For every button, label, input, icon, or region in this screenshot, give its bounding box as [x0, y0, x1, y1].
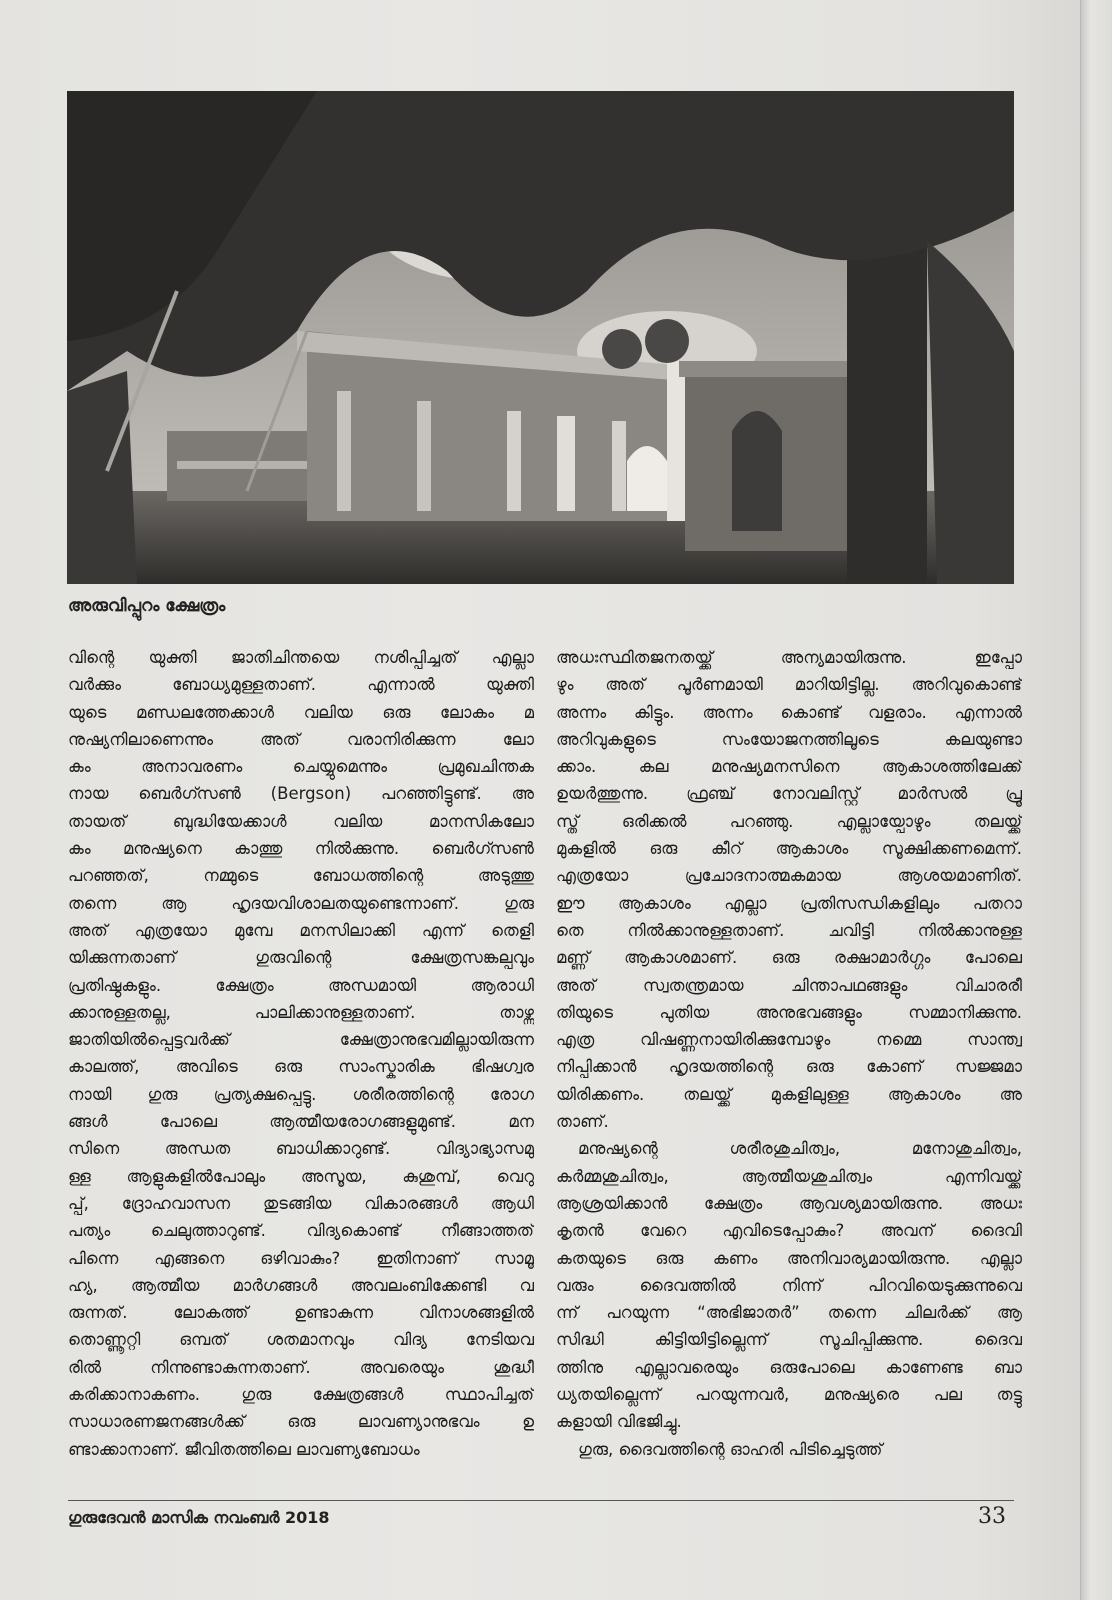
publication-footer: ഗുരുദേവൻ മാസിക നവംബർ 2018 [68, 1508, 330, 1527]
text-line: മുകളിൽ ഒരു കീറ് ആകാശം സൂക്ഷിക്കണമെന്ന്. [556, 839, 1022, 859]
text-line: സാധാരണജനങ്ങൾക്ക് ഒരു ലാവണ്യാനുഭവം ഉ [68, 1412, 534, 1432]
text-line: വിന്റെ യുക്തി ജാതിചിന്തയെ നശിപ്പിച്ചത് എല്ലാ [68, 648, 534, 667]
text-line: മണ്ണ് ആകാശമാണ്. ഒരു രക്ഷാമാർഗ്ഗം പോലെ [556, 948, 1022, 968]
text-line: ണ്ടാക്കാനാണ്. ജീവിതത്തിലെ ലാവണ്യബോധം [68, 1439, 420, 1459]
text-line: ഈ ആകാശം എല്ലാ പ്രതിസന്ധികളിലും പതറാ [556, 893, 1022, 913]
text-line: നിപ്പിക്കാൻ ഹൃദയത്തിന്റെ ഒരു കോണ് സജ്ജമാ [556, 1057, 1022, 1077]
text-line: സ്ത് ഒരിക്കൽ പറഞ്ഞു. എല്ലായ്പോഴും തലയ്ക്ക് [556, 811, 1022, 831]
article-column-left [68, 644, 534, 1463]
text-line: യിരിക്കണം. തലയ്ക്ക് മുകളിലുള്ള ആകാശം അ [556, 1084, 1022, 1104]
text-line: അധഃസ്ഥിതജനതയ്ക്ക് അന്യമായിരുന്നു. ഇപ്പോ [556, 648, 1022, 667]
text-line: പത്യം ചെലുത്താറുണ്ട്. വിദ്യകൊണ്ട് നീങ്ങാത്തത് [68, 1221, 534, 1241]
text-line: ജാതിയിൽപ്പെട്ടവർക്ക് ക്ഷേത്രാനുഭവമില്ലായിരുന്ന [68, 1030, 534, 1050]
page-edge [1080, 0, 1112, 1600]
photo-caption: അരുവിപ്പുറം ക്ഷേത്രം [68, 596, 226, 616]
text-line: ക്കാനുള്ളതല്ല, പാലിക്കാനുള്ളതാണ്. താഴ്ന്ന [68, 1002, 534, 1022]
text-line: തെ നിൽക്കാനുള്ളതാണ്. ചവിട്ടി നിൽക്കാനുള്ള [556, 920, 1022, 940]
text-line: കൃതൻ വേറെ എവിടെപ്പോകും? അവന് ദൈവി [556, 1221, 1022, 1241]
text-line: യിക്കുന്നതാണ് ഗുരുവിന്റെ ക്ഷേത്രസങ്കല്പവും [68, 948, 534, 968]
text-line: തൊണ്ണൂറ്റി ഒമ്പത് ശതമാനവും വിദ്യ നേടിയവ [68, 1330, 534, 1350]
text-line: ഗുരു, ദൈവത്തിന്റെ ഓഹരി പിടിച്ചെടുത്ത് [578, 1439, 883, 1459]
text-line: ധ്യതയില്ലെന്ന് പറയുന്നവർ, മനുഷ്യരെ പല തട്ടു [556, 1385, 1022, 1405]
page-number: 33 [978, 1504, 1006, 1529]
text-line: മനുഷ്യന്റെ ശരീരശുചിത്വം, മനോശുചിത്വം, [578, 1139, 1022, 1159]
text-line: ന്ന് പറയുന്ന “അഭിജാതർ” തന്നെ ചിലർക്ക് ആ [556, 1303, 1022, 1323]
text-line: പിന്നെ എങ്ങനെ ഒഴിവാകും? ഇതിനാണ് സാമൂ [68, 1248, 534, 1268]
article-column-right [556, 644, 1022, 1463]
text-line: കാലത്ത്, അവിടെ ഒരു സാംസ്കാരിക ഭിഷഗ്വര [68, 1057, 534, 1077]
text-line: നായ ബെർഗ്സൺ (Bergson) പറഞ്ഞിട്ടുണ്ട്. അ [68, 784, 534, 804]
text-line: കം മനുഷ്യനെ കാത്തു നിൽക്കുന്നു. ബെർഗ്സൺ [68, 839, 534, 859]
text-line: പറഞ്ഞത്, നമ്മുടെ ബോധത്തിന്റെ അടുത്തു [68, 866, 534, 886]
text-line: ഴും അത് പൂർണമായി മാറിയിട്ടില്ല. അറിവുകൊണ്ട് [556, 675, 1022, 695]
text-line: യുടെ മണ്ഡലത്തേക്കാൾ വലിയ ഒരു ലോകം മ [68, 702, 534, 722]
text-line: നുഷ്യനിലാണെന്നും അത് വരാനിരിക്കുന്ന ലോ [68, 729, 534, 749]
text-line: ങ്ങൾ പോലെ ആത്മീയരോഗങ്ങളുമുണ്ട്. മന [68, 1112, 534, 1132]
text-line: സിദ്ധി കിട്ടിയിട്ടില്ലെന്ന് സൂചിപ്പിക്കുന്നു. ദൈവ [556, 1330, 1022, 1350]
text-line: സിനെ അന്ധത ബാധിക്കാറുണ്ട്. വിദ്യാഭ്യാസമു [68, 1139, 534, 1159]
text-line: വർക്കും ബോധ്യമുള്ളതാണ്. എന്നാൽ യുക്തി [68, 675, 534, 695]
text-line: ള്ള ആളുകളിൽപോലും അസൂയ, കുശുമ്പ്, വെറു [68, 1166, 534, 1186]
text-line: തന്നെ ആ ഹൃദയവിശാലതയുണ്ടെന്നാണ്. ഗുരു [68, 893, 534, 913]
text-line: കതയുടെ ഒരു കണം അനിവാര്യമായിരുന്നു. എല്ലാ [556, 1248, 1022, 1268]
text-line: തിയുടെ പുതിയ അനുഭവങ്ങളും സമ്മാനിക്കുന്നു. [556, 1002, 1022, 1022]
text-line: നായി ഗുരു പ്രത്യക്ഷപ്പെട്ടു. ശരീരത്തിന്റെ രോഗ [68, 1084, 534, 1104]
text-line: താണ്. [556, 1112, 609, 1132]
text-line: അത് എത്രയോ മുമ്പേ മനസിലാക്കി എന്ന് തെളി [68, 920, 534, 940]
text-line: കളായി വിഭജിച്ചു. [556, 1412, 682, 1432]
text-line: തായത് ബുദ്ധിയേക്കാൾ വലിയ മാനസികലോ [68, 811, 534, 831]
temple-photo [67, 91, 1014, 584]
text-line: എത്രയോ പ്രചോദനാത്മകമായ ആശയമാണിത്. [556, 866, 1022, 886]
text-line: രുന്നത്. ലോകത്ത് ഉണ്ടാകുന്ന വിനാശങ്ങളിൽ [68, 1303, 534, 1323]
text-line: അന്നം കിട്ടും. അന്നം കൊണ്ട് വളരാം. എന്നാൽ [556, 702, 1022, 722]
footer-divider [68, 1500, 1014, 1501]
text-line: ക്കാം. കല മനുഷ്യമനസിനെ ആകാശത്തിലേക്ക് [556, 757, 1022, 777]
text-line: കർമ്മശുചിത്വം, ആത്മീയശുചിത്വം എന്നിവയ്ക്ക് [556, 1166, 1022, 1186]
text-line: പ്രതിഷ്ഠകളും. ക്ഷേത്രം അന്ധമായി ആരാധി [68, 975, 534, 995]
text-line: ഹ്യ, ആത്മീയ മാർഗങ്ങൾ അവലംബിക്കേണ്ടി വ [68, 1275, 534, 1295]
text-line: അറിവുകളുടെ സംയോജനത്തിലൂടെ കലയുണ്ടാ [556, 729, 1022, 749]
temple-photo-illustration [67, 91, 1014, 584]
text-line: ആശ്രയിക്കാൻ ക്ഷേത്രം ആവശ്യമായിരുന്നു. അധഃ [556, 1193, 1022, 1213]
text-line: രിൽ നിന്നുണ്ടാകുന്നതാണ്. അവരെയും ശുദ്ധീ [68, 1357, 534, 1377]
text-line: വരും ദൈവത്തിൽ നിന്ന് പിറവിയെടുക്കുന്നുവെ [556, 1275, 1022, 1295]
text-line: ഉയർത്തുന്നു. ഫ്രഞ്ച് നോവലിസ്റ്റ് മാർസൽ പ്രൂ [556, 784, 1022, 804]
text-line: പ്പ്, ദ്രോഹവാസന തുടങ്ങിയ വികാരങ്ങൾ ആധി [68, 1193, 534, 1213]
text-line: ത്തിനു എല്ലാവരെയും ഒരുപോലെ കാണേണ്ട ബാ [556, 1357, 1022, 1377]
text-line: കരിക്കാനാകണം. ഗുരു ക്ഷേത്രങ്ങൾ സ്ഥാപിച്ചത് [68, 1385, 534, 1405]
text-line: അത് സ്വതന്ത്രമായ ചിന്താപഥങ്ങളും വിചാരരീ [556, 975, 1022, 995]
text-line: കം അനാവരണം ചെയ്യുമെന്നും പ്രമുഖചിന്തക [68, 757, 534, 777]
text-line: എത്ര വിഷണ്ണനായിരിക്കുമ്പോഴും നമ്മെ സാന്ത്വ [556, 1030, 1022, 1050]
